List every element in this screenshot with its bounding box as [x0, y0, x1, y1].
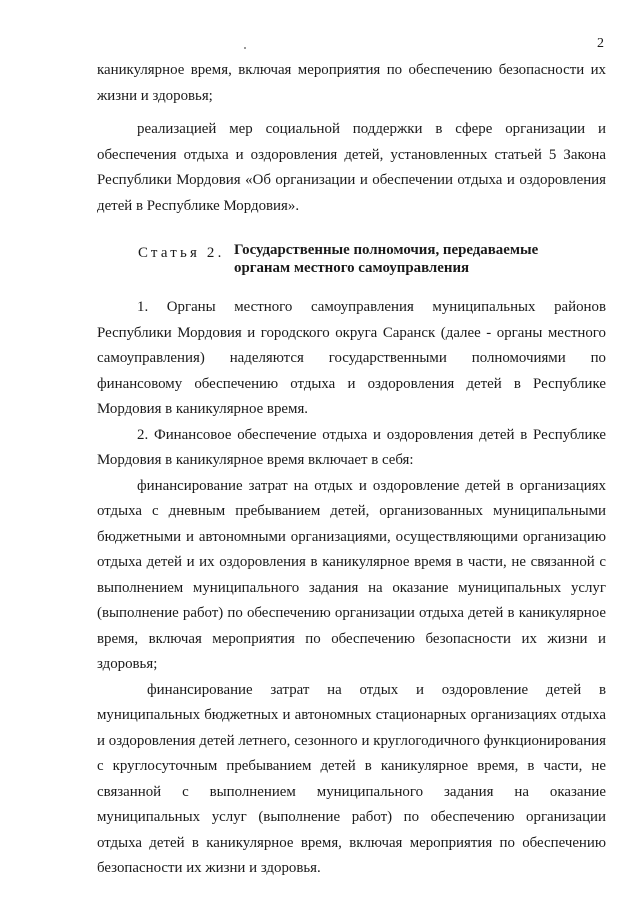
- article-title-line-1: Государственные полномочия, передаваемые: [234, 242, 539, 258]
- paragraph: реализацией мер социальной поддержки в сфере организации и обеспечения отдыха и оздоровления детей, установленных статьей 5 Закона Республики Мордовия «Об организации и обеспечении отдыха и оздоровления детей в Республике Мордовия».: [97, 121, 606, 214]
- scan-speck: [244, 47, 246, 49]
- page-number: 2: [597, 36, 604, 51]
- paragraph-continuation: каникулярное время, включая мероприятия по обеспечению безопасности их жизни и здоровья;: [97, 62, 606, 104]
- paragraph: 2. Финансовое обеспечение отдыха и оздоровления детей в Республике Мордовия в каникулярное время включает в себя:: [97, 426, 606, 468]
- paragraph: 1. Органы местного самоуправления муниципальных районов Республики Мордовия и городского округа Саранск (далее - органы местного самоуправления) наделяются государственными полномочиями по финансовому обеспечению отдыха и оздоровления детей в Республике Мордовия в каникулярное время.: [97, 299, 606, 417]
- paragraph: финансирование затрат на отдых и оздоровление детей в организациях отдыха с дневным пребыванием детей, организованных муниципальными бюджетными и автономными организациями, осуществляющими организацию отдыха детей и их оздоровления в каникулярное время в части, не связанной с выполнением муниципального задания на оказание муниципальных услуг (выполнение работ) по обеспечению организации отдыха детей в каникулярное время, включая мероприятия по обеспечению безопасности их жизни и здоровья;: [97, 477, 606, 672]
- article-title: [234, 241, 606, 277]
- article-heading: [97, 241, 606, 277]
- paragraph: финансирование затрат на отдых и оздоровление детей в муниципальных бюджетных и автономных стационарных организациях отдыха и оздоровления детей летнего, сезонного и круглогодичного функционирования с круглосуточным пребыванием детей в каникулярное время, в части, не связанной с выполнением муниципального задания на оказание муниципальных услуг (выполнение работ) по обеспечению организации отдыха детей в каникулярное время, включая мероприятия по обеспечению безопасности их жизни и здоровья.: [97, 681, 606, 876]
- document-body: [97, 58, 606, 882]
- article-label: Статья 2.: [138, 245, 225, 261]
- article-title-line-2: органам местного самоуправления: [234, 260, 470, 276]
